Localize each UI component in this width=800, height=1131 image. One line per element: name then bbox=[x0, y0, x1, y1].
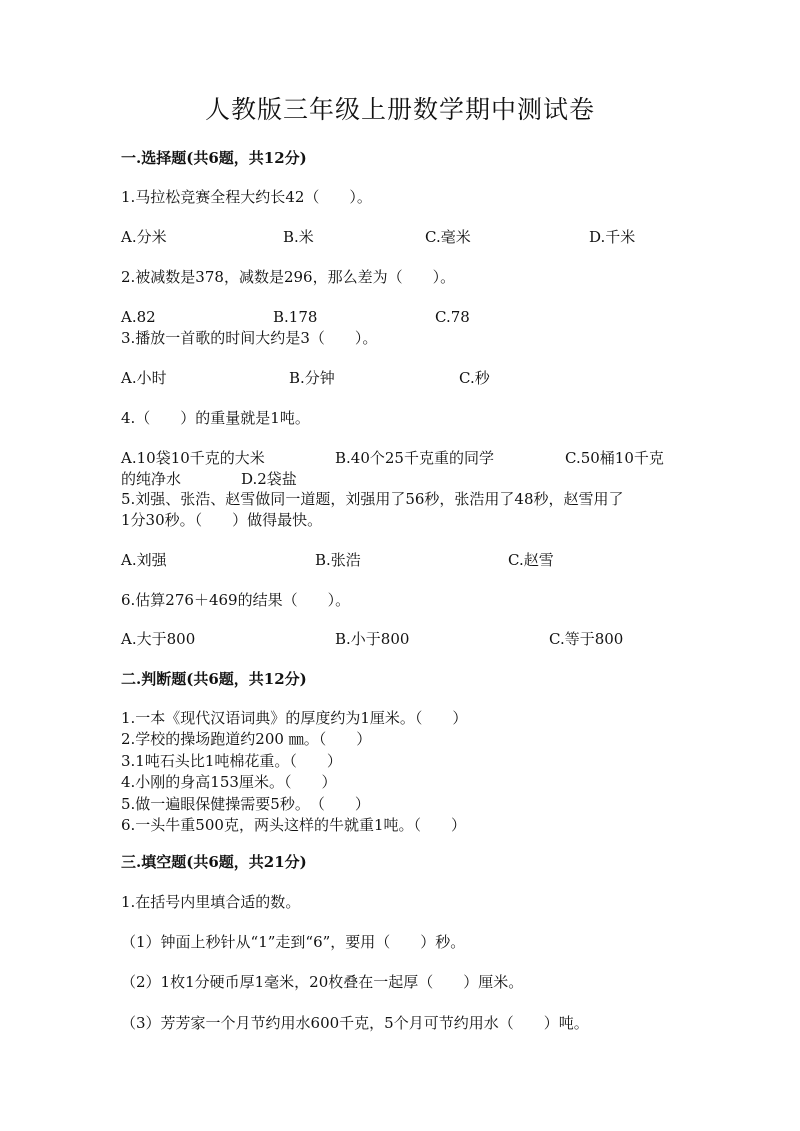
sub-question: （3）芳芳家一个月节约用水600千克，5个月可节约用水（ ）吨。 bbox=[121, 1014, 589, 1032]
question-stem: 3.播放一首歌的时间大约是3（ ）。 bbox=[121, 329, 378, 347]
question-stem: 5.刘强、张浩、赵雪做同一道题，刘强用了56秒，张浩用了48秒，赵雪用了 bbox=[121, 490, 624, 508]
question-stem-continuation: 1分30秒。（ ）做得最快。 bbox=[121, 511, 323, 529]
question-stem: 6.估算276＋469的结果（ ）。 bbox=[121, 591, 351, 609]
section-heading-choice: 一.选择题(共6题，共12分) bbox=[121, 149, 307, 167]
option: B.分钟 bbox=[289, 369, 335, 387]
question-stem: 4.（ ）的重量就是1吨。 bbox=[121, 409, 310, 427]
option: A.大于800 bbox=[121, 630, 196, 648]
page-title: 人教版三年级上册数学期中测试卷 bbox=[204, 95, 595, 124]
option: B.40个25千克重的同学 bbox=[335, 449, 494, 467]
option: A.小时 bbox=[121, 369, 167, 387]
option: B.178 bbox=[273, 308, 318, 326]
judgment-item: 2.学校的操场跑道约200 ㎜。（ ） bbox=[121, 730, 372, 748]
option: A.分米 bbox=[121, 228, 167, 246]
section-heading-fill: 三.填空题(共6题，共21分) bbox=[121, 853, 307, 871]
sub-question: （1）钟面上秒针从“1”走到“6”，要用（ ）秒。 bbox=[121, 933, 466, 951]
option: C.毫米 bbox=[425, 228, 471, 246]
judgment-item: 6.一头牛重500克，两头这样的牛就重1吨。（ ） bbox=[121, 816, 466, 834]
judgment-item: 5.做一遍眼保健操需要5秒。 （ ） bbox=[121, 795, 370, 813]
option: C.50桶10千克 bbox=[565, 449, 664, 467]
sub-question: （2）1枚1分硬币厚1毫米，20枚叠在一起厚（ ）厘米。 bbox=[121, 973, 524, 991]
option: C.等于800 bbox=[549, 630, 624, 648]
judgment-item: 3.1吨石头比1吨棉花重。（ ） bbox=[121, 752, 342, 770]
option: B.张浩 bbox=[315, 551, 361, 569]
option: C.秒 bbox=[459, 369, 490, 387]
judgment-item: 1.一本《现代汉语词典》的厚度约为1厘米。（ ） bbox=[121, 709, 468, 727]
judgment-item: 4.小刚的身高153厘米。（ ） bbox=[121, 773, 337, 791]
question-stem: 1.在括号内里填合适的数。 bbox=[121, 893, 301, 911]
option: C.赵雪 bbox=[508, 551, 554, 569]
option: D.2袋盐 bbox=[241, 470, 297, 488]
option: C.78 bbox=[435, 308, 470, 326]
option: D.千米 bbox=[589, 228, 636, 246]
option: B.小于800 bbox=[335, 630, 410, 648]
question-stem: 1.马拉松竞赛全程大约长42（ ）。 bbox=[121, 188, 372, 206]
question-stem: 2.被减数是378，减数是296，那么差为（ ）。 bbox=[121, 268, 456, 286]
option-continuation: 的纯净水 bbox=[121, 470, 182, 488]
section-heading-judgment: 二.判断题(共6题，共12分) bbox=[121, 670, 307, 688]
option: A.刘强 bbox=[121, 551, 167, 569]
option: A.82 bbox=[121, 308, 156, 326]
option: B.米 bbox=[283, 228, 314, 246]
option: A.10袋10千克的大米 bbox=[121, 449, 265, 467]
